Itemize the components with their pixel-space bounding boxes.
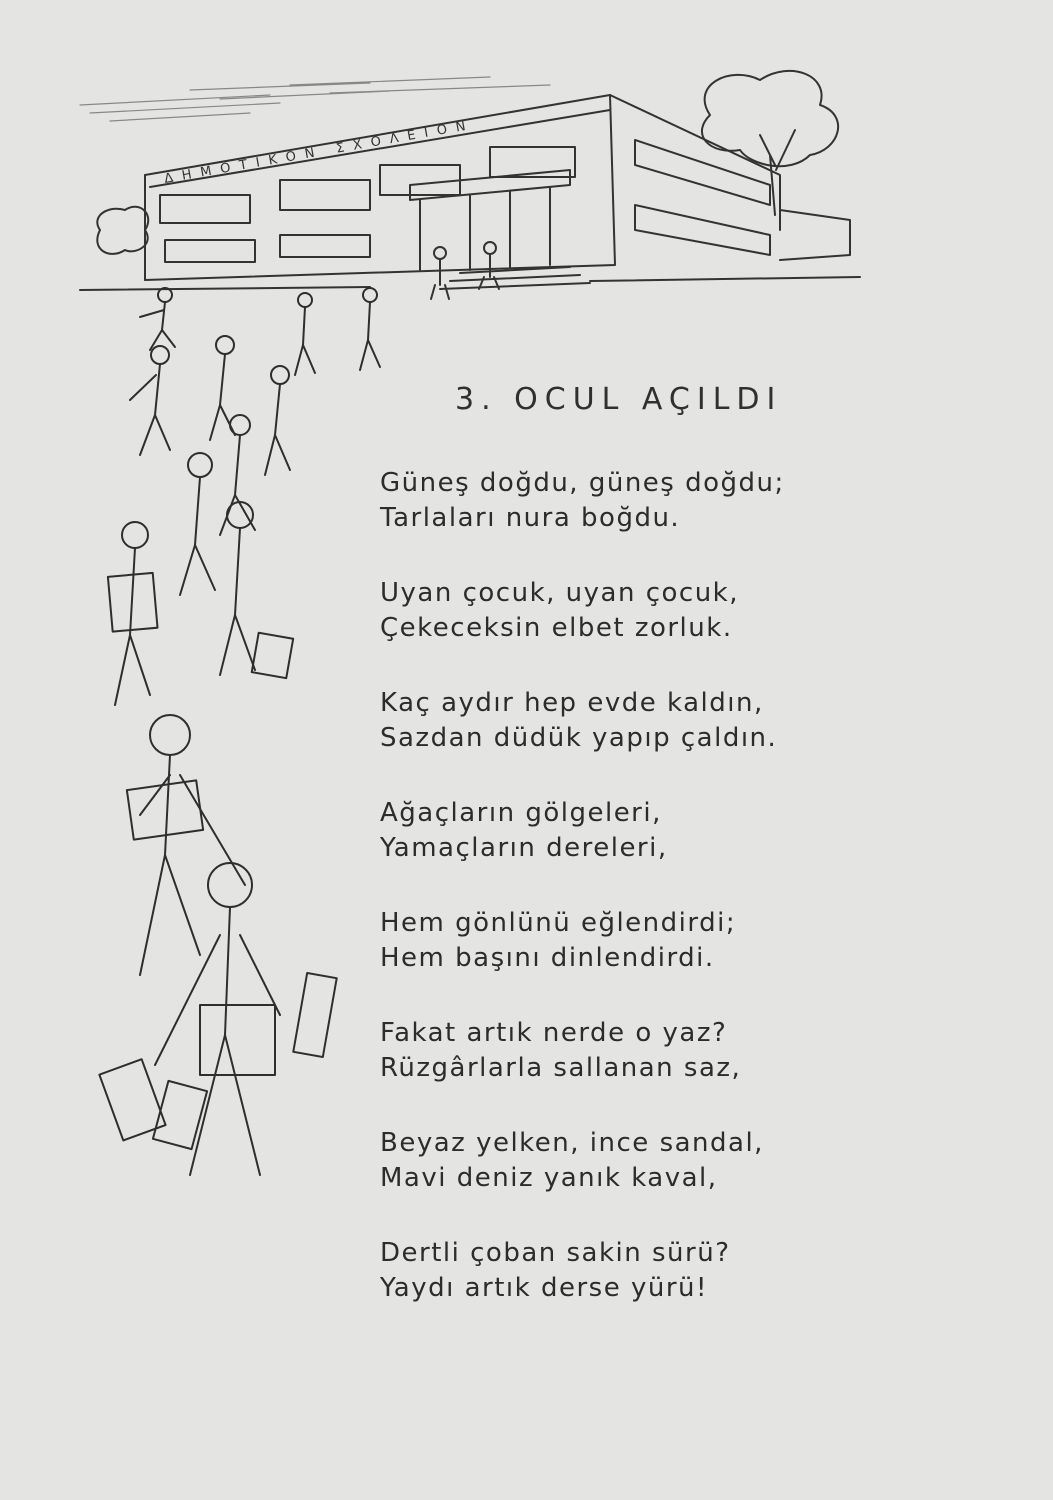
poem-line: Dertli çoban sakin sürü? (380, 1238, 731, 1268)
stanza (380, 1126, 900, 1196)
poem-line: Rüzgârlarla sallanan saz, (380, 1053, 742, 1083)
poem-line: Hem gönlünü eğlendirdi; (380, 908, 737, 938)
poem-line: Çekeceksin elbet zorluk. (380, 613, 733, 643)
stanza (380, 576, 900, 646)
stanza (380, 686, 900, 756)
stanza (380, 906, 900, 976)
poem-line: Yamaçların dereleri, (380, 833, 668, 863)
poem-line: Güneş doğdu, güneş doğdu; (380, 468, 785, 498)
poem-line: Tarlaları nura boğdu. (380, 503, 681, 533)
poem-line: Hem başını dinlendirdi. (380, 943, 715, 973)
poem-body (380, 466, 900, 1346)
poem-line: Fakat artık nerde o yaz? (380, 1018, 728, 1048)
stanza (380, 466, 900, 536)
stanza (380, 1236, 900, 1306)
stanza (380, 796, 900, 866)
poem-line: Mavi deniz yanık kaval, (380, 1163, 718, 1193)
poem-line: Yaydı artık derse yürü! (380, 1273, 708, 1303)
poem-title: 3. OCUL AÇILDI (455, 382, 783, 417)
poem-line: Beyaz yelken, ince sandal, (380, 1128, 764, 1158)
poem-line: Kaç aydır hep evde kaldın, (380, 688, 764, 718)
poem-line: Ağaçların gölgeleri, (380, 798, 662, 828)
stanza (380, 1016, 900, 1086)
poem-line: Sazdan düdük yapıp çaldın. (380, 723, 778, 753)
poem-line: Uyan çocuk, uyan çocuk, (380, 578, 739, 608)
sky-hatching (80, 77, 550, 121)
school-sign-text: ΔΗΜΟΤΙΚΟΝ ΣΧΟΛΕΙΟΝ (163, 117, 476, 187)
